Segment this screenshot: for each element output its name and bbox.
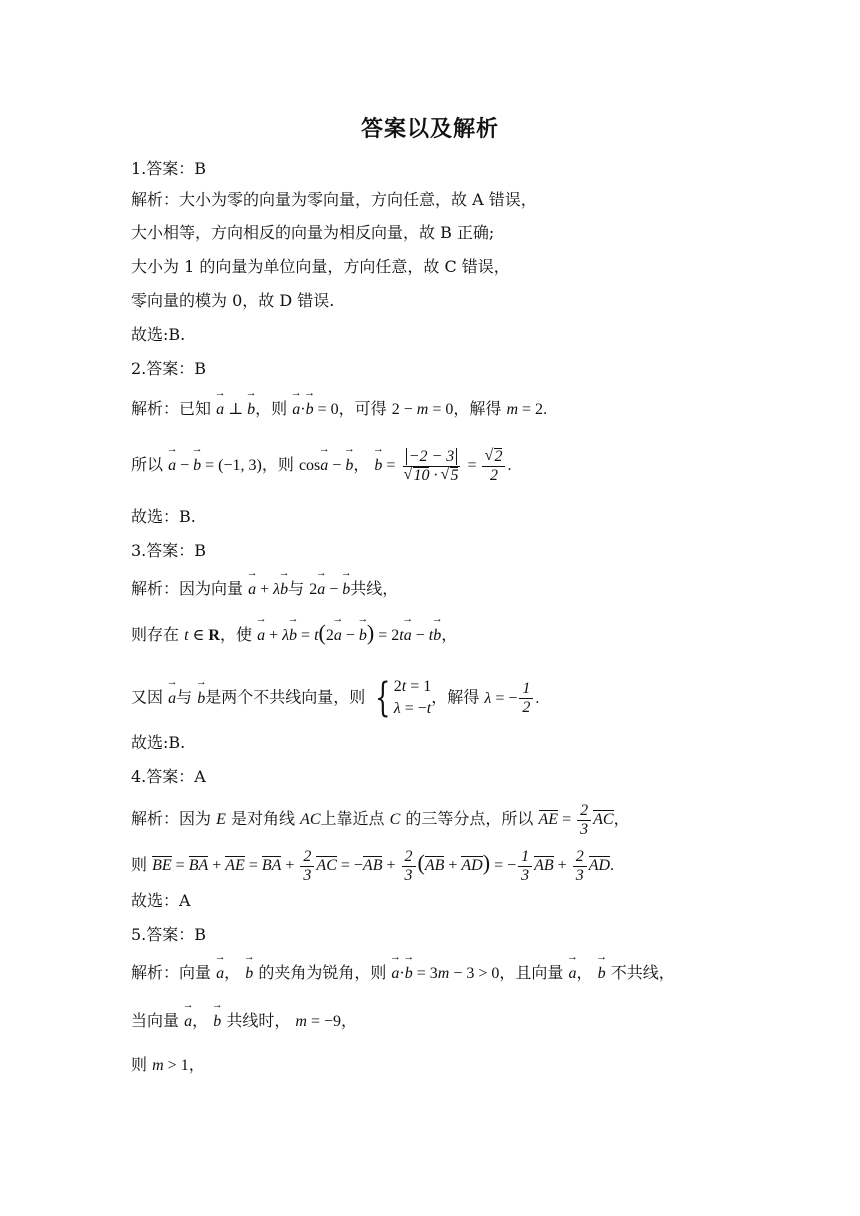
q5-line-1: 解析：向量 → a， → b 的夹角为锐角，则 → a·→ b = 3m − 3 > 0，且向量 → a， → b 不共线， bbox=[131, 962, 675, 985]
q3-line-2: 则存在 t ∈ R，使 → a + λ→ b = t(2→ a − → b) = 2t→ a − t→ b， bbox=[131, 622, 457, 647]
formula-m-gt-1: m > 1 bbox=[152, 1057, 189, 1074]
formula-lambda-result: λ = − $\frac{1}{2}$ . bbox=[484, 680, 540, 717]
q1-line-1: 解析：大小为零的向量为零向量，方向任意，故 A 错误， bbox=[131, 190, 537, 209]
formula-m-equals-2: m = 2 bbox=[506, 401, 544, 418]
formula-ae-ac: AE = $\frac{2}{3}$ AC bbox=[538, 802, 614, 838]
formula-be-expansion: BE = BA + AE = BA + $\frac{2}{3}$ AC = −AB + $\frac{2}{3}$ (AB + AD) = − $\frac{1}{3}$ AB + $\frac{2}{3}$ AD. bbox=[152, 848, 615, 884]
q3-conclusion: 故选:B. bbox=[131, 733, 186, 752]
formula-t-expansion: → a + λ→ b = t(2→ a − → b) = 2t→ a − t→ b bbox=[257, 627, 441, 644]
q2-answer: 2.答案：B bbox=[131, 359, 207, 378]
q4-line-2: 则 BE = BA + AE = BA + $\frac{2}{3}$ AC = −AB + $\frac{2}{3}$ (AB + AD) = − $\frac{1}{3}$ AB + $\frac{2}{3}$ AD. bbox=[131, 848, 615, 884]
q5-answer: 5.答案：B bbox=[131, 925, 207, 944]
formula-t-in-r: t ∈ R bbox=[184, 627, 220, 644]
q2-line-1: 解析：已知 → a ⊥ → b，则 → a·→ b = 0，可得 2 − m = 0，解得 m = 2. bbox=[131, 398, 547, 421]
formula-m-minus-9: m = −9 bbox=[295, 1013, 342, 1030]
equation-system: { 2t = 1 λ = −t bbox=[375, 675, 432, 721]
q4-answer: 4.答案：A bbox=[131, 767, 206, 786]
vector-b: → b bbox=[197, 688, 205, 710]
q2-conclusion: 故选：B. bbox=[131, 507, 196, 526]
q1-line-3: 大小为 1 的向量为单位向量，方向任意，故 C 错误， bbox=[131, 257, 510, 276]
q3-line-1: 解析：因为向量 → a + λ→ b与 2→ a − → b共线， bbox=[131, 578, 398, 601]
q4-conclusion: 故选：A bbox=[131, 891, 191, 910]
formula-a-minus-b: → a − → b = (−1, 3) bbox=[168, 457, 262, 474]
q1-answer: 1.答案：B bbox=[131, 159, 207, 178]
q3-answer: 3.答案：B bbox=[131, 541, 207, 560]
formula-cos: cos→ a − → b bbox=[299, 457, 353, 474]
q3-line-3: 又因 → a与 → b是两个不共线向量，则 { 2t = 1 λ = −t ，解得 λ = − $\frac{1}{2}$ . bbox=[131, 676, 539, 720]
q1-line-2: 大小相等，方向相反的向量为相反向量，故 B 正确; bbox=[131, 223, 495, 242]
q2-line-2: 所以 → a − → b = (−1, 3)，则 cos→ a − → b， → b = −2 − 3 √ 10 · √ 5 = √ $\frac{2}{2}$ . bbox=[131, 448, 511, 485]
formula-dot-positive: → a·→ b = 3m − 3 > 0 bbox=[391, 965, 499, 982]
formula-cos-value: → b = −2 − 3 √ 10 · √ 5 = √ $\frac{2}{2}$ . bbox=[374, 457, 511, 474]
q5-line-2: 当向量 → a， → b 共线时， m = −9， bbox=[131, 1010, 357, 1033]
formula-dot-zero: → a·→ b = 0 bbox=[292, 401, 338, 418]
q1-conclusion: 故选:B. bbox=[131, 325, 186, 344]
q5-line-3: 则 m > 1， bbox=[131, 1055, 205, 1074]
formula-a-plus-lambda-b: → a + λ→ b bbox=[248, 581, 288, 598]
formula-a-perp-b: → a ⊥ → b bbox=[216, 401, 255, 418]
q1-line-4: 零向量的模为 0，故 D 错误. bbox=[131, 291, 335, 310]
formula-2-minus-m: 2 − m = 0 bbox=[391, 401, 454, 418]
vector-a: → a bbox=[168, 688, 176, 710]
page-title: 答案以及解析 bbox=[360, 117, 499, 142]
q4-line-1: 解析：因为 E 是对角线 AC上靠近点 C 的三等分点，所以 AE = $\frac{2}{3}$ AC， bbox=[131, 802, 630, 838]
formula-2a-minus-b: 2→ a − → b bbox=[309, 581, 350, 598]
